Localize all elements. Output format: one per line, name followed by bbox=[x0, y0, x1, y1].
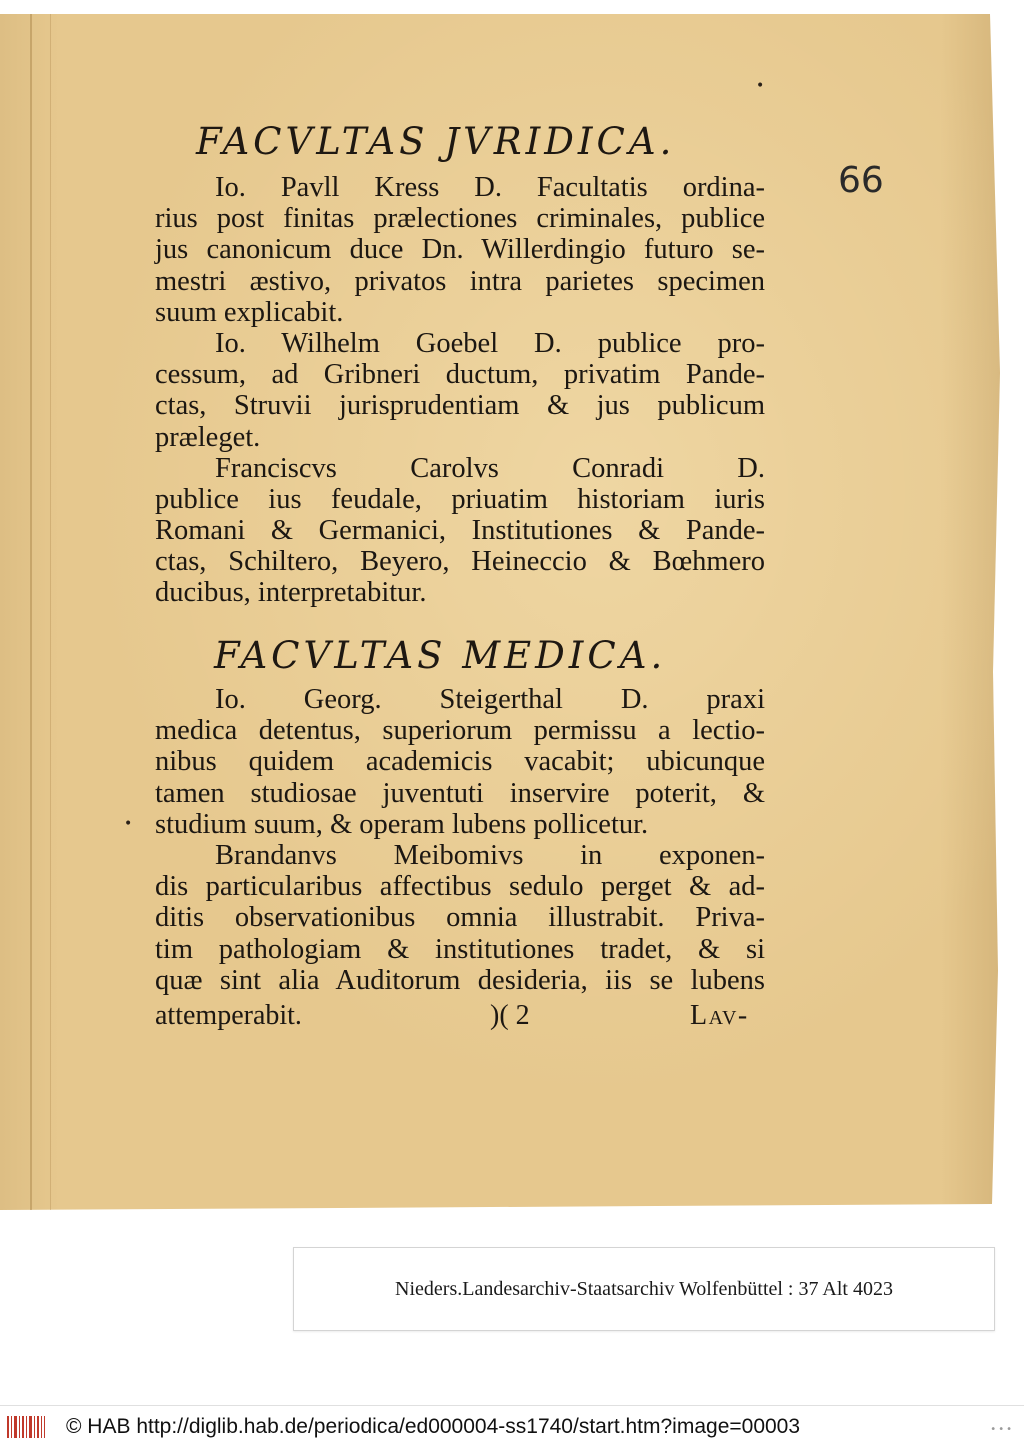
text-line: ctas, Struvii jurisprudentiam & jus publicum bbox=[155, 390, 765, 422]
text-line: rius post finitas prælectiones criminales, publice bbox=[155, 203, 765, 235]
text-line: Io. Georg. Steigerthal D. praxi bbox=[215, 684, 765, 715]
section-body-juridica bbox=[155, 172, 765, 609]
text-line: ctas, Schiltero, Beyero, Heineccio & Bœhmero bbox=[155, 546, 765, 578]
ink-speck: • bbox=[756, 78, 765, 94]
fold-line bbox=[30, 14, 32, 1210]
text-line: Io. Pavll Kress D. Facultatis ordina- bbox=[215, 172, 765, 203]
section-heading-juridica: FACVLTAS JVRIDICA. bbox=[196, 120, 676, 163]
text-line: suum explicabit. bbox=[155, 296, 344, 328]
signature-mark: )( 2 bbox=[490, 1000, 530, 1031]
folio-number: 66 bbox=[838, 160, 884, 201]
text-line: præleget. bbox=[155, 421, 261, 453]
text-line: nibus quidem academicis vacabit; ubicunque bbox=[155, 746, 765, 778]
source-url-text: © HAB http://diglib.hab.de/periodica/ed000004-ss1740/start.htm?image=00003 bbox=[66, 1415, 801, 1438]
footer-bar bbox=[0, 1405, 1024, 1447]
catchword: Lav- bbox=[690, 1000, 749, 1031]
archive-label bbox=[293, 1247, 995, 1331]
section-heading-medica: FACVLTAS MEDICA. bbox=[214, 634, 667, 677]
text-line: cessum, ad Gribneri ductum, privatim Pande- bbox=[155, 359, 765, 391]
text-line: tim pathologiam & institutiones tradet, & si bbox=[155, 933, 765, 965]
text-line: quæ sint alia Auditorum desideria, iis se lubens bbox=[155, 964, 765, 996]
more-dots-icon[interactable]: ••• bbox=[990, 1424, 1014, 1435]
text-line: ditis observationibus omnia illustrabit. Priva- bbox=[155, 902, 765, 934]
text-line: ducibus, interpretabitur. bbox=[155, 577, 427, 609]
archive-label-text: Nieders.Landesarchiv-Staatsarchiv Wolfenbüttel : 37 Alt 4023 bbox=[395, 1278, 893, 1300]
barcode-icon bbox=[6, 1414, 46, 1440]
text-line: Io. Wilhelm Goebel D. publice pro- bbox=[215, 327, 765, 359]
text-line: Romani & Germanici, Institutiones & Pande- bbox=[155, 515, 765, 547]
text-line: Franciscvs Carolvs Conradi D. bbox=[215, 452, 765, 484]
fold-line bbox=[50, 14, 51, 1210]
text-line: tamen studiosae juventuti inservire poterit, & bbox=[155, 777, 765, 809]
last-text-line: attemperabit. bbox=[155, 1000, 302, 1031]
text-line: dis particularibus affectibus sedulo perget & ad- bbox=[155, 871, 765, 903]
text-line: publice ius feudale, priuatim historiam iuris bbox=[155, 483, 765, 515]
text-line: mestri æstivo, privatos intra parietes specimen bbox=[155, 265, 765, 297]
text-line: Brandanvs Meibomivs in exponen- bbox=[215, 839, 765, 871]
text-line: studium suum, & operam lubens pollicetur. bbox=[155, 808, 649, 840]
ink-speck: • bbox=[124, 816, 133, 832]
text-line: jus canonicum duce Dn. Willerdingio futuro se- bbox=[155, 234, 765, 266]
text-line: medica detentus, superiorum permissu a lectio- bbox=[155, 715, 765, 747]
section-body-medica bbox=[155, 684, 765, 996]
